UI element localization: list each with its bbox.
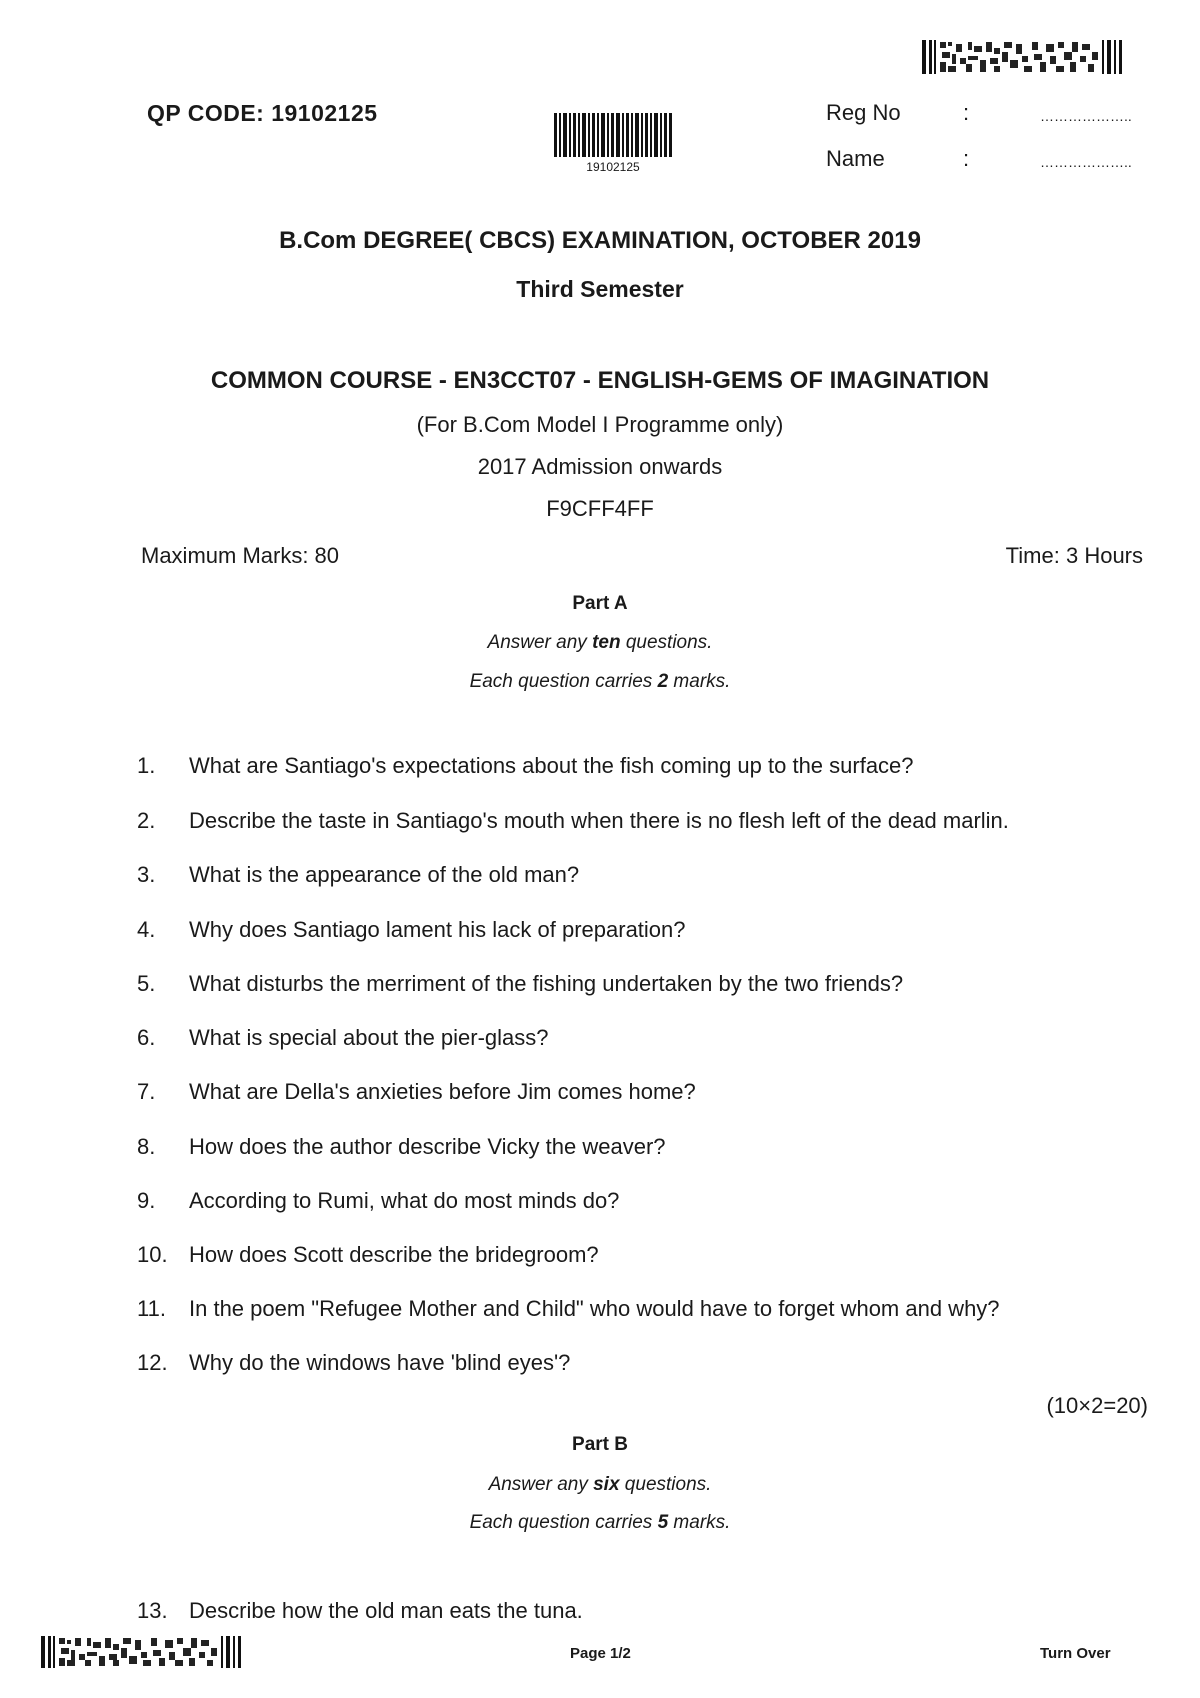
question-text: What is special about the pier-glass? — [189, 1025, 549, 1050]
question-text: In the poem "Refugee Mother and Child" who would have to forget whom and why? — [189, 1296, 1000, 1321]
question-text: Describe how the old man eats the tuna. — [189, 1598, 583, 1623]
question-number: 1. — [137, 753, 156, 778]
exam-semester: Third Semester — [516, 276, 684, 302]
reg-no-colon: : — [963, 100, 970, 125]
programme-note: (For B.Com Model I Programme only) — [416, 412, 784, 437]
paper-code: F9CFF4FF — [546, 496, 654, 521]
admission-note: 2017 Admission onwards — [477, 454, 723, 479]
question-number: 3. — [137, 862, 156, 887]
part-a-title: Part A — [572, 593, 628, 614]
top-right-barcode — [922, 40, 1128, 74]
question-text: How does the author describe Vicky the weaver? — [189, 1134, 666, 1159]
question-number: 12. — [137, 1350, 168, 1375]
question-number: 10. — [137, 1242, 168, 1267]
question-number: 11. — [137, 1296, 166, 1321]
question-text: What disturbs the merriment of the fishing undertaken by the two friends? — [189, 971, 904, 996]
question-text: What are Santiago's expectations about the fish coming up to the surface? — [189, 753, 914, 778]
question-text: How does Scott describe the bridegroom? — [189, 1242, 599, 1267]
bottom-left-barcode — [41, 1636, 247, 1668]
question-text: Why does Santiago lament his lack of preparation? — [189, 917, 686, 942]
part-b-title: Part B — [572, 1434, 628, 1455]
question-text: What is the appearance of the old man? — [189, 862, 580, 887]
max-marks: Maximum Marks: 80 — [141, 543, 340, 568]
question-number: 2. — [137, 808, 156, 833]
question-number: 13. — [137, 1598, 168, 1623]
question-text: Describe the taste in Santiago's mouth when there is no flesh left of the dead marlin. — [189, 808, 1009, 833]
part-a-instruction-1: Answer any ten questions. — [487, 632, 713, 653]
question-text: Why do the windows have 'blind eyes'? — [189, 1350, 571, 1375]
reg-no-label: Reg No — [826, 100, 901, 125]
part-a-instruction-2: Each question carries 2 marks. — [469, 671, 731, 692]
question-number: 4. — [137, 917, 156, 942]
question-number: 9. — [137, 1188, 156, 1213]
reg-no-blank: ……………….. — [1040, 108, 1132, 124]
name-blank: ……………….. — [1040, 154, 1132, 170]
question-number: 5. — [137, 971, 156, 996]
part-b-instruction-2: Each question carries 5 marks. — [469, 1512, 731, 1533]
qp-code: QP CODE: 19102125 — [147, 100, 378, 126]
part-a-marks-total: (10×2=20) — [1046, 1393, 1148, 1418]
exam-title: B.Com DEGREE( CBCS) EXAMINATION, OCTOBER 2019 — [279, 227, 921, 254]
name-label: Name — [826, 146, 885, 171]
center-barcode-number: 19102125 — [586, 160, 640, 174]
turn-over-note: Turn Over — [1040, 1645, 1111, 1662]
course-title: COMMON COURSE - EN3CCT07 - ENGLISH-GEMS OF IMAGINATION — [210, 367, 990, 394]
question-number: 7. — [137, 1079, 156, 1104]
exam-time: Time: 3 Hours — [1005, 543, 1143, 568]
question-number: 6. — [137, 1025, 156, 1050]
question-text: What are Della's anxieties before Jim comes home? — [189, 1079, 696, 1104]
page-number: Page 1/2 — [570, 1645, 631, 1662]
name-colon: : — [963, 146, 970, 171]
question-number: 8. — [137, 1134, 156, 1159]
center-barcode — [554, 113, 672, 157]
part-b-instruction-1: Answer any six questions. — [488, 1474, 712, 1495]
question-text: According to Rumi, what do most minds do? — [189, 1188, 620, 1213]
